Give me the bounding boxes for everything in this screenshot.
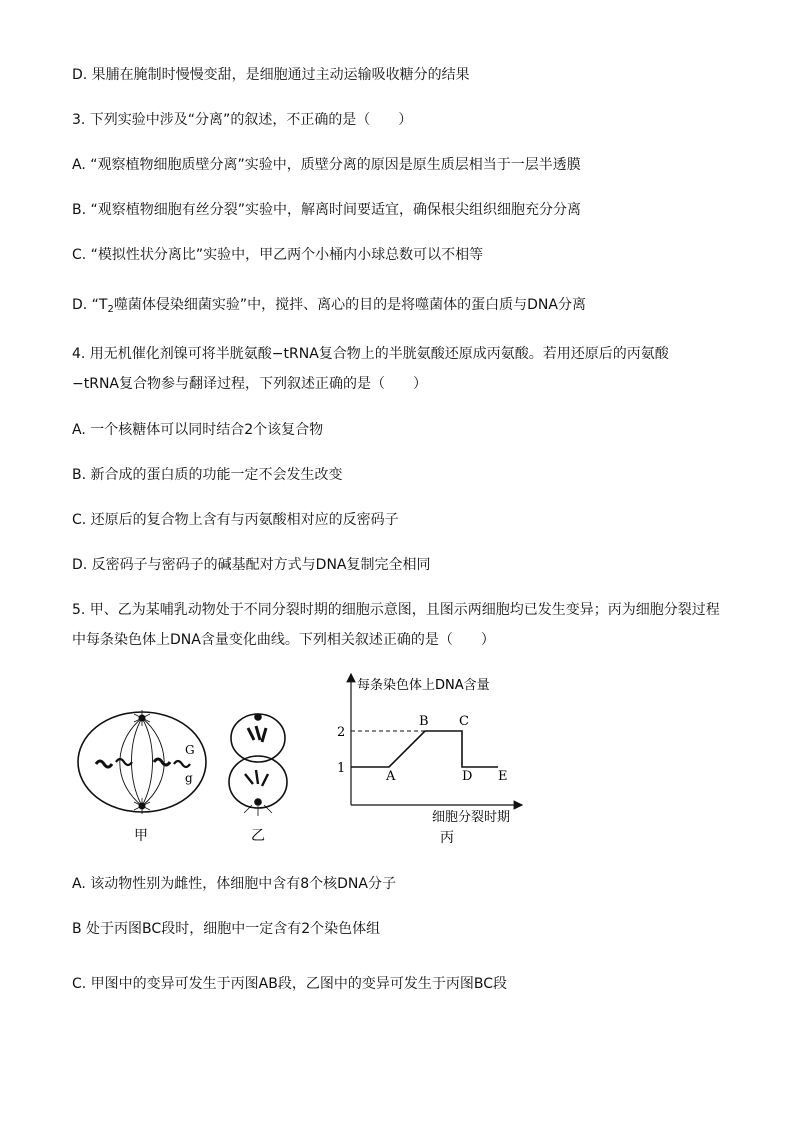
option-3d-sub: 2 [107,304,114,315]
option-4b: B. 新合成的蛋白质的功能一定不会发生改变 [72,467,343,483]
cell-jia [78,710,206,814]
option-3a: A. “观察植物细胞质壁分离”实验中，质壁分离的原因是原生质层相当于一层半透膜 [72,157,581,173]
option-5b: B 处于丙图BC段时，细胞中一定含有2个染色体组 [72,921,381,937]
option-3d-post: 噬菌体侵染细菌实验”中，搅拌、离心的目的是将噬菌体的蛋白质与DNA分离 [113,297,586,313]
option-3d-pre: D. “T [72,297,108,313]
option-1d: D. 果脯在腌制时慢慢变甜，是细胞通过主动运输吸收糖分的结果 [72,67,470,83]
question-4-line1: 4. 用无机催化剂镍可将半胱氨酸−tRNA复合物上的半胱氨酸还原成丙氨酸。若用还原后的丙氨酸 [72,346,669,362]
option-5c: C. 甲图中的变异可发生于丙图AB段，乙图中的变异可发生于丙图BC段 [72,976,507,992]
cell-yi [229,714,287,816]
option-4a: A. 一个核糖体可以同时结合2个该复合物 [72,422,324,438]
point-A: A [386,769,396,784]
option-5a: A. 该动物性别为雌性，体细胞中含有8个核DNA分子 [72,876,396,892]
y-tick-2: 2 [337,725,346,740]
cell-yi-label: 乙 [251,828,265,844]
point-C: C [459,714,469,729]
dna-curve [351,731,498,767]
question-5-line2: 中每条染色体上DNA含量变化曲线。下列相关叙述正确的是（ ） [72,632,495,648]
gene-lower-g: g [185,771,193,785]
chart-bing-label: 丙 [440,830,454,846]
question-5-figure [70,670,540,850]
y-tick-1: 1 [337,761,346,776]
option-3c: C. “模拟性状分离比”实验中，甲乙两个小桶内小球总数可以不相等 [72,247,484,263]
question-3: 3. 下列实验中涉及“分离”的叙述，不正确的是（ ） [72,112,413,128]
point-B: B [419,714,429,729]
option-4c: C. 还原后的复合物上含有与丙氨酸相对应的反密码子 [72,512,399,528]
point-E: E [498,769,508,784]
question-5-line1: 5. 甲、乙为某哺乳动物处于不同分裂时期的细胞示意图，且图示两细胞均已发生变异；丙为细胞分裂过程 [72,602,720,618]
chart-bing [337,674,522,846]
point-D: D [462,769,473,784]
option-3d [72,295,586,320]
cell-jia-label: 甲 [134,828,148,844]
option-3b: B. “观察植物细胞有丝分裂”实验中，解离时间要适宜，确保根尖组织细胞充分分离 [72,202,582,218]
gene-upper-G: G [185,743,195,757]
question-4-line2: −tRNA复合物参与翻译过程，下列叙述正确的是（ ） [72,376,427,392]
y-axis-label: 每条染色体上DNA含量 [357,678,490,693]
option-4d: D. 反密码子与密码子的碱基配对方式与DNA复制完全相同 [72,557,431,573]
x-axis-label: 细胞分裂时期 [432,810,511,825]
